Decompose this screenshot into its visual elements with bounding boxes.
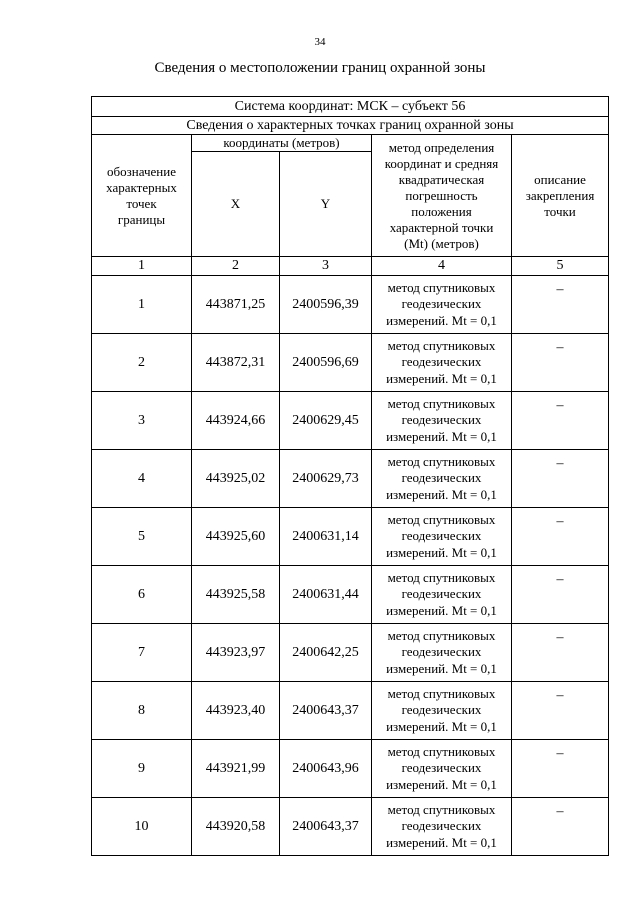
header-x-label: X (192, 152, 280, 257)
method-line: метод спутниковых (387, 569, 496, 585)
table-row (92, 392, 609, 450)
method-line: геодезических (401, 644, 482, 660)
method-line: геодезических (401, 702, 482, 718)
column-numbers-row (92, 257, 609, 276)
method-cell (372, 740, 512, 798)
header-line: описание (534, 172, 586, 187)
method-cell (372, 624, 512, 682)
method-line: метод спутниковых (387, 453, 496, 469)
y-coordinate-cell: 2400631,14 (280, 508, 372, 566)
table-row (92, 740, 609, 798)
point-number-cell: 4 (92, 450, 192, 508)
table-row (92, 566, 609, 624)
table-row (92, 508, 609, 566)
method-line: измерений. Mt = 0,1 (386, 486, 497, 502)
point-number-cell: 1 (92, 276, 192, 334)
header-point-label (92, 135, 192, 257)
method-line: метод спутниковых (387, 801, 496, 817)
header-line: закрепления (525, 188, 595, 203)
method-cell (372, 682, 512, 740)
y-coordinate-cell: 2400643,37 (280, 798, 372, 856)
boundary-points-table (91, 96, 609, 856)
y-coordinate-cell: 2400596,39 (280, 276, 372, 334)
point-number-cell: 9 (92, 740, 192, 798)
method-line: измерений. Mt = 0,1 (386, 544, 497, 560)
description-cell: – (512, 740, 609, 798)
method-line: геодезических (401, 528, 482, 544)
header-y-label: Y (280, 152, 372, 257)
method-cell (372, 450, 512, 508)
x-coordinate-cell: 443923,97 (192, 624, 280, 682)
method-line: измерений. Mt = 0,1 (386, 370, 497, 386)
section-row (92, 117, 609, 135)
x-coordinate-cell: 443872,31 (192, 334, 280, 392)
y-coordinate-cell: 2400642,25 (280, 624, 372, 682)
header-line: погрешность (405, 188, 478, 203)
header-desc-label (512, 135, 609, 257)
point-number-cell: 5 (92, 508, 192, 566)
header-line: точек (126, 196, 157, 211)
method-line: измерений. Mt = 0,1 (386, 312, 497, 328)
description-cell: – (512, 798, 609, 856)
method-cell (372, 392, 512, 450)
description-cell: – (512, 276, 609, 334)
header-line: положения (411, 204, 472, 219)
point-number-cell: 3 (92, 392, 192, 450)
point-number-cell: 6 (92, 566, 192, 624)
table-row (92, 334, 609, 392)
point-number-cell: 7 (92, 624, 192, 682)
method-line: геодезических (401, 586, 482, 602)
x-coordinate-cell: 443871,25 (192, 276, 280, 334)
description-cell: – (512, 682, 609, 740)
header-line: (Mt) (метров) (404, 236, 479, 251)
method-line: метод спутниковых (387, 395, 496, 411)
header-method-label (372, 135, 512, 257)
header-coords-label: координаты (метров) (192, 135, 372, 152)
method-line: геодезических (401, 354, 482, 370)
document-title: Сведения о местоположении границ охранной зоны (154, 60, 486, 76)
method-line: измерений. Mt = 0,1 (386, 428, 497, 444)
method-line: измерений. Mt = 0,1 (386, 660, 497, 676)
header-row (92, 135, 609, 152)
x-coordinate-cell: 443920,58 (192, 798, 280, 856)
method-line: геодезических (401, 296, 482, 312)
y-coordinate-cell: 2400596,69 (280, 334, 372, 392)
method-line: геодезических (401, 470, 482, 486)
description-cell: – (512, 566, 609, 624)
header-line: характерной точки (389, 220, 494, 235)
table-row (92, 798, 609, 856)
column-number-cell: 3 (280, 257, 372, 276)
method-line: метод спутниковых (387, 279, 496, 295)
method-cell (372, 566, 512, 624)
description-cell: – (512, 334, 609, 392)
method-line: метод спутниковых (387, 511, 496, 527)
page-number: 34 (314, 36, 326, 48)
method-line: метод спутниковых (387, 685, 496, 701)
point-number-cell: 10 (92, 798, 192, 856)
method-line: метод спутниковых (387, 337, 496, 353)
coordinate-system-row (92, 97, 609, 117)
y-coordinate-cell: 2400629,45 (280, 392, 372, 450)
header-line: границы (117, 212, 166, 227)
method-line: измерений. Mt = 0,1 (386, 834, 497, 850)
table-row (92, 450, 609, 508)
point-number-cell: 2 (92, 334, 192, 392)
point-number-cell: 8 (92, 682, 192, 740)
header-line: обозначение (107, 164, 176, 179)
header-line: характерных (106, 180, 177, 195)
method-line: геодезических (401, 412, 482, 428)
column-number-cell: 1 (92, 257, 192, 276)
x-coordinate-cell: 443925,02 (192, 450, 280, 508)
x-coordinate-cell: 443921,99 (192, 740, 280, 798)
y-coordinate-cell: 2400629,73 (280, 450, 372, 508)
description-cell: – (512, 508, 609, 566)
method-line: геодезических (401, 818, 482, 834)
method-cell (372, 508, 512, 566)
method-line: метод спутниковых (387, 743, 496, 759)
x-coordinate-cell: 443925,58 (192, 566, 280, 624)
table-row (92, 682, 609, 740)
method-cell (372, 334, 512, 392)
column-number-cell: 4 (372, 257, 512, 276)
description-cell: – (512, 392, 609, 450)
table-row (92, 624, 609, 682)
x-coordinate-cell: 443925,60 (192, 508, 280, 566)
header-line: квадратическая (398, 172, 485, 187)
method-line: геодезических (401, 760, 482, 776)
method-line: измерений. Mt = 0,1 (386, 776, 497, 792)
header-line: точки (544, 204, 576, 219)
header-line: координат и средняя (384, 156, 499, 171)
method-cell (372, 798, 512, 856)
column-number-cell: 2 (192, 257, 280, 276)
y-coordinate-cell: 2400631,44 (280, 566, 372, 624)
method-cell (372, 276, 512, 334)
header-line: метод определения (388, 140, 495, 155)
description-cell: – (512, 624, 609, 682)
y-coordinate-cell: 2400643,96 (280, 740, 372, 798)
method-line: измерений. Mt = 0,1 (386, 718, 497, 734)
y-coordinate-cell: 2400643,37 (280, 682, 372, 740)
description-cell: – (512, 450, 609, 508)
x-coordinate-cell: 443923,40 (192, 682, 280, 740)
table-row (92, 276, 609, 334)
section-cell: Сведения о характерных точках границ охранной зоны (92, 117, 609, 135)
x-coordinate-cell: 443924,66 (192, 392, 280, 450)
column-number-cell: 5 (512, 257, 609, 276)
coordinate-system-cell: Система координат: МСК – субъект 56 (92, 97, 609, 117)
method-line: измерений. Mt = 0,1 (386, 602, 497, 618)
method-line: метод спутниковых (387, 627, 496, 643)
